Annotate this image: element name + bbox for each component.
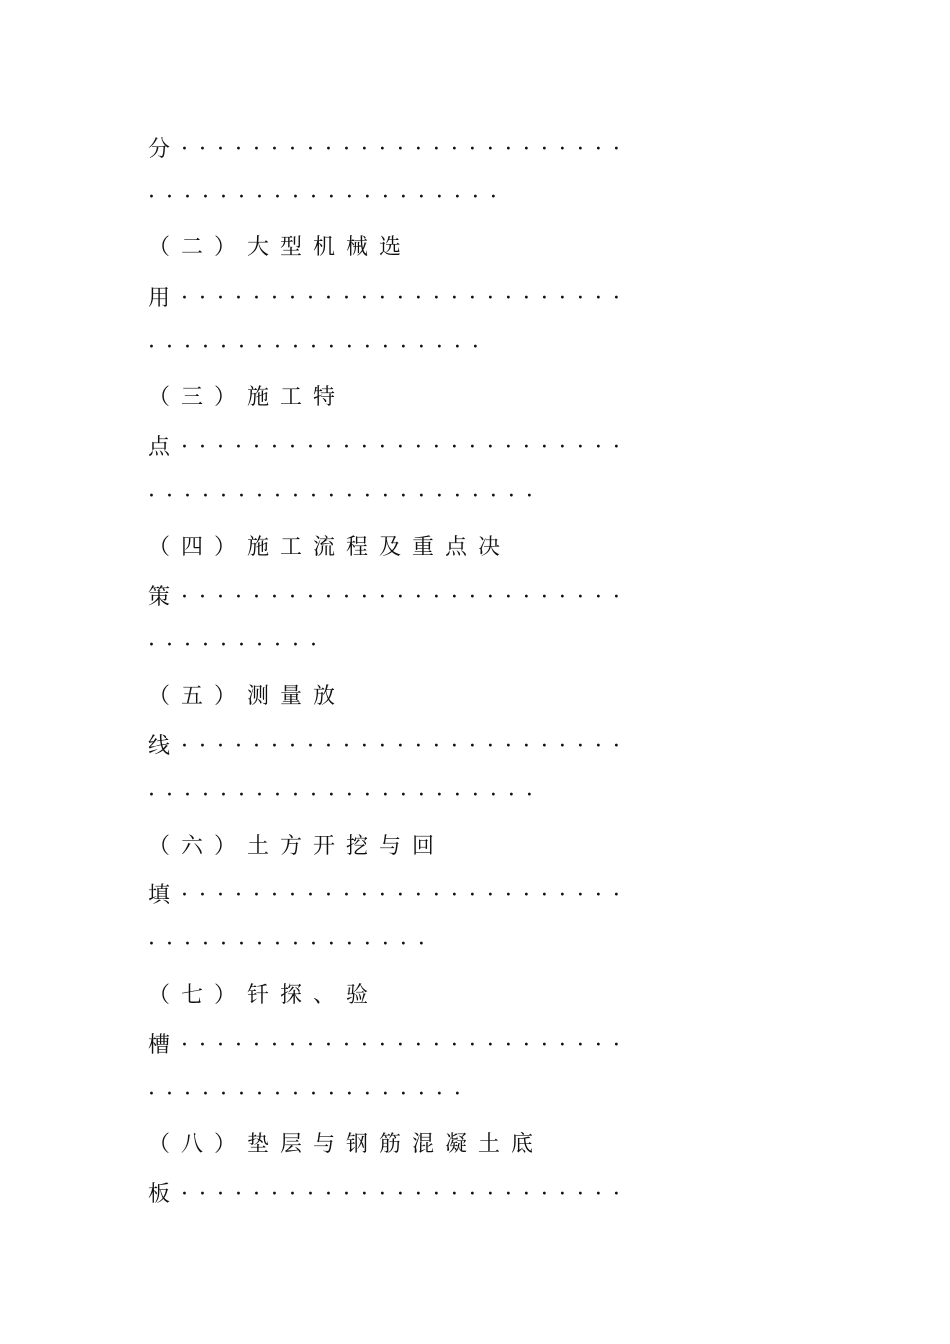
toc-heading: （三）施工特 — [148, 385, 347, 410]
toc-line: 槽························· — [148, 1033, 631, 1058]
toc-line: ·········· — [148, 633, 328, 658]
toc-heading: （二）大型机械选 — [148, 235, 413, 260]
toc-line: ················ — [148, 932, 436, 957]
toc-line: ······················ — [148, 484, 544, 509]
toc-heading: （五）测量放 — [148, 684, 347, 709]
toc-heading: （七）钎探、验 — [148, 983, 380, 1008]
toc-line: 用························· — [148, 286, 631, 311]
toc-line: 线························· — [148, 734, 631, 759]
toc-line: ···················· — [148, 185, 508, 210]
toc-line: ·················· — [148, 1082, 472, 1107]
toc-line: 分························· — [148, 137, 631, 162]
toc-line: ··················· — [148, 335, 490, 360]
toc-heading: （八）垫层与钢筋混凝土底 — [148, 1132, 545, 1157]
toc-heading: （六）土方开挖与回 — [148, 834, 446, 859]
toc-line: 填························· — [148, 883, 631, 908]
toc-heading: （四）施工流程及重点决 — [148, 535, 512, 560]
toc-line: 板························· — [148, 1182, 631, 1207]
toc-line: ······················ — [148, 783, 544, 808]
toc-line: 策························· — [148, 585, 631, 610]
toc-line: 点························· — [148, 435, 631, 460]
